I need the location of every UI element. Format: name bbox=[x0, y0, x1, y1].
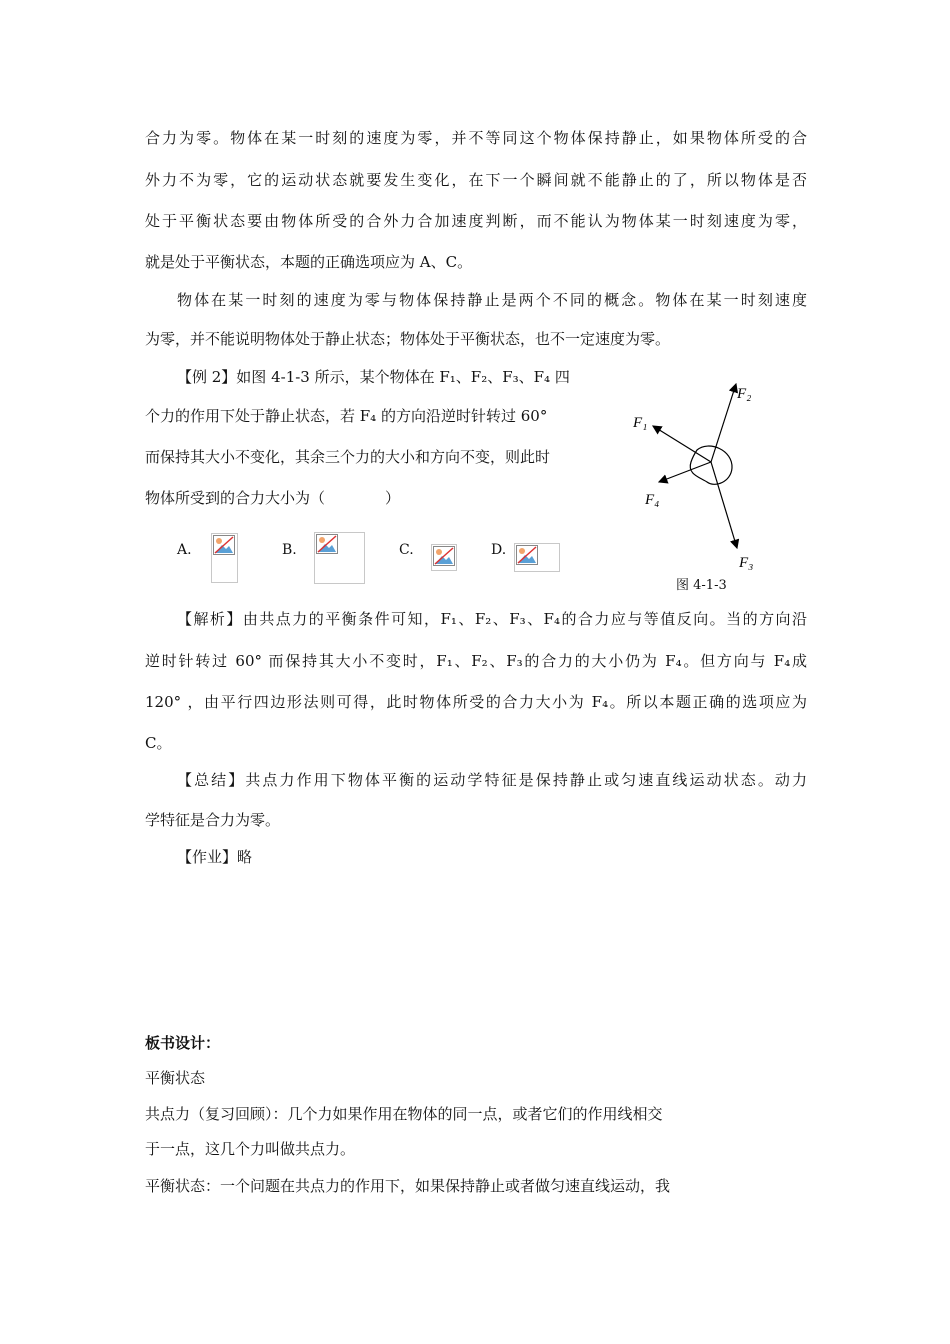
summary-line: 【总结】共点力作用下物体平衡的运动学特征是保持静止或匀速直线运动状态。动力 bbox=[177, 771, 807, 789]
force-f3-label: F₃ bbox=[739, 555, 754, 571]
paragraph-line: 外力不为零，它的运动状态就要发生变化，在下一个瞬间就不能静止的了，所以物体是否 bbox=[145, 171, 807, 189]
board-heading: 板书设计： bbox=[145, 1034, 221, 1052]
force-diagram bbox=[615, 378, 775, 578]
analysis-line: 逆时针转过 60° 而保持其大小不变时，F₁、F₂、F₃的合力的大小仍为 F₄。但方向与 F₄成 bbox=[145, 652, 807, 670]
force-f4-label: F₄ bbox=[645, 492, 660, 508]
paragraph-line: 处于平衡状态要由物体所受的合外力合加速度判断，而不能认为物体某一时刻速度为零， bbox=[145, 212, 807, 230]
force-f1-label: F₁ bbox=[633, 415, 648, 431]
example-line: 【例 2】如图 4-1-3 所示，某个物体在 F₁、F₂、F₃、F₄ 四 bbox=[177, 368, 570, 386]
force-f4-arrow bbox=[659, 462, 711, 482]
board-line: 平衡状态 bbox=[145, 1069, 206, 1087]
figure-caption: 图 4-1-3 bbox=[676, 578, 727, 593]
example-line: 个力的作用下处于静止状态，若 F₄ 的方向沿逆时针转过 60° bbox=[145, 407, 548, 425]
force-f3-arrow bbox=[711, 462, 737, 548]
board-line: 于一点，这几个力叫做共点力。 bbox=[145, 1140, 356, 1158]
paragraph-line: 合力为零。物体在某一时刻的速度为零，并不等同这个物体保持静止，如果物体所受的合 bbox=[145, 129, 807, 147]
broken-image-icon bbox=[213, 535, 235, 555]
analysis-line: 【解析】由共点力的平衡条件可知，F₁、F₂、F₃、F₄的合力应与等值反向。当的方向沿 bbox=[177, 610, 807, 628]
broken-image-icon bbox=[316, 534, 338, 554]
option-d-label: D. bbox=[491, 542, 507, 558]
option-b-label: B. bbox=[282, 542, 297, 558]
option-b-image bbox=[314, 532, 365, 584]
paragraph-line: 就是处于平衡状态，本题的正确选项应为 A、C。 bbox=[145, 253, 473, 271]
object-body bbox=[690, 446, 732, 484]
option-c-image bbox=[431, 544, 457, 571]
analysis-line: C。 bbox=[145, 734, 172, 752]
board-line: 平衡状态：一个问题在共点力的作用下，如果保持静止或者做匀速直线运动，我 bbox=[145, 1177, 671, 1195]
analysis-line: 120° ，由平行四边形法则可得，此时物体所受的合力大小为 F₄。所以本题正确的选项应为 bbox=[145, 693, 807, 711]
example-line: 物体所受到的合力大小为（ ） bbox=[145, 489, 401, 507]
homework-line: 【作业】略 bbox=[177, 848, 253, 866]
option-c-label: C. bbox=[399, 542, 414, 558]
force-f1-arrow bbox=[653, 426, 711, 462]
option-a-label: A. bbox=[177, 542, 192, 558]
option-a-image bbox=[211, 533, 238, 583]
force-f2-label: F₂ bbox=[737, 386, 752, 402]
example-line: 而保持其大小不变化，其余三个力的大小和方向不变，则此时 bbox=[145, 448, 551, 466]
board-line: 共点力（复习回顾）：几个力如果作用在物体的同一点，或者它们的作用线相交 bbox=[145, 1105, 663, 1123]
broken-image-icon bbox=[433, 546, 455, 566]
paragraph-line: 为零，并不能说明物体处于静止状态；物体处于平衡状态，也不一定速度为零。 bbox=[145, 330, 671, 348]
summary-line: 学特征是合力为零。 bbox=[145, 811, 281, 829]
option-d-image bbox=[514, 543, 560, 572]
broken-image-icon bbox=[516, 545, 538, 565]
paragraph-line: 物体在某一时刻的速度为零与物体保持静止是两个不同的概念。物体在某一时刻速度 bbox=[177, 291, 807, 309]
